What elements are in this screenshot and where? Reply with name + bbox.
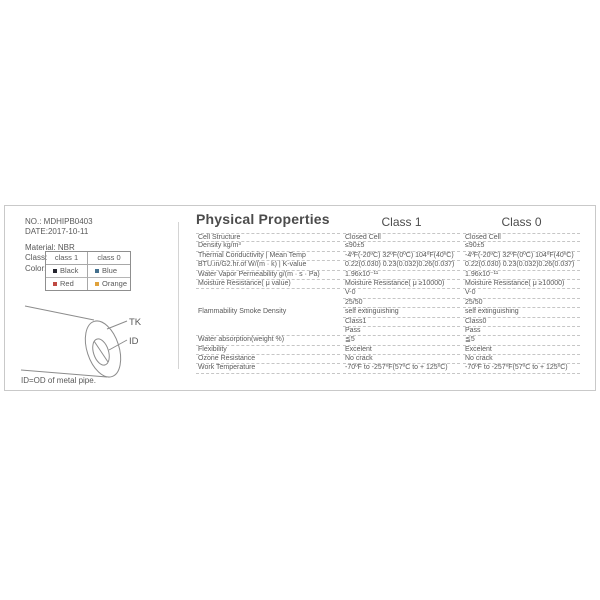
row-label: Flexibility (196, 346, 340, 355)
cell-class0: ≤90±5 (463, 242, 580, 251)
material-label: Material: NBR (25, 243, 75, 252)
cell-class0: ≦5 (463, 336, 580, 345)
cell-class1: self extinguishing (343, 308, 460, 317)
cell-class1: 0.22(0.030) 0.23(0.032)0.26(0.037) (343, 261, 460, 270)
cell-class0: 25/50 (463, 299, 580, 308)
color-dot-red (53, 282, 57, 286)
physical-properties-title: Physical Properties (196, 211, 330, 227)
color-dot-orange (95, 282, 99, 286)
physical-properties-grid (196, 233, 580, 374)
cell-class1: ≤90±5 (343, 242, 460, 251)
cell-class0: No crack (463, 355, 580, 364)
color-dot-black (53, 269, 57, 273)
pipe-outer-ellipse (79, 316, 127, 381)
cell-class0: 1.96x10⁻¹¹ (463, 271, 580, 280)
color-dot-blue (95, 269, 99, 273)
cell-class1: Closed Cell (343, 233, 460, 242)
class-color-table (45, 251, 131, 291)
cell-class1: -70ºF to -257ºF(57ºC to + 125ºC) (343, 364, 460, 373)
row-label: Thermal Conductivity | Mean Temp (196, 252, 340, 261)
doc-date: DATE:2017-10-11 (25, 227, 89, 236)
row-label: Water absorption(weight %) (196, 336, 340, 345)
cell-class0: V-0 (463, 289, 580, 298)
cell-class0: 0.22(0.030) 0.23(0.032)0.26(0.037) (463, 261, 580, 270)
cell-class1: 1.96x10⁻¹¹ (343, 271, 460, 280)
cell-class0: -70ºF to -257ºF(57ºC to + 125ºC) (463, 364, 580, 373)
cell-class0: Excelent (463, 346, 580, 355)
cell-class1: No crack (343, 355, 460, 364)
cell-class1: ≦5 (343, 336, 460, 345)
class0-column-header: class 0 (88, 252, 130, 265)
row-label: BTU.in/G2.hr.of W/(m · k) | K-value (196, 261, 340, 270)
column-header-class1: Class 1 (381, 215, 422, 229)
row-label: Cell Structure (196, 233, 340, 242)
cell-class1: Class1 (343, 318, 460, 327)
cell-class0: self extinguishing (463, 308, 580, 317)
tk-leader-line (107, 321, 127, 329)
id-leader-line (109, 340, 127, 350)
panel-divider (178, 222, 179, 369)
row-label: Water Vapor Permeability g/(m · s · Pa) (196, 271, 340, 280)
color-cell-black: Black (46, 265, 88, 278)
pipe-note: ID=OD of metal pipe. (21, 376, 96, 385)
class1-column-header: class 1 (46, 252, 88, 265)
tk-label: TK (129, 317, 142, 328)
id-label: ID (129, 336, 139, 347)
row-label: Work Temperature (196, 364, 340, 373)
color-cell-red: Red (46, 278, 88, 290)
pipe-body-top-line (25, 306, 94, 320)
pipe-diagram (15, 299, 155, 387)
row-label: Ozone Resistance (196, 355, 340, 364)
row-label: Moisture Resistance( μ value) (196, 280, 340, 289)
cell-class1: V-0 (343, 289, 460, 298)
row-label: Flammability Smoke Density (196, 289, 340, 336)
cell-class0: Pass (463, 327, 580, 336)
spec-sheet (4, 205, 596, 391)
cell-class0: -4ºF(-20ºC) 32ºF(0ºC) 104ºF(40ºC) (463, 252, 580, 261)
color-cell-orange: Orange (88, 278, 130, 290)
cell-class1: Pass (343, 327, 460, 336)
cell-class1: Moisture Resistance( μ ≥10000) (343, 280, 460, 289)
cell-class1: -4ºF(-20ºC) 32ºF(0ºC) 104ºF(40ºC) (343, 252, 460, 261)
doc-number: NO.: MDHIPB0403 (25, 217, 93, 226)
color-label: Color: (25, 264, 47, 273)
column-header-class0: Class 0 (501, 215, 542, 229)
cell-class1: 25/50 (343, 299, 460, 308)
cell-class1: Excelent (343, 346, 460, 355)
color-cell-blue: Blue (88, 265, 130, 278)
cell-class0: Class0 (463, 318, 580, 327)
cell-class0: Moisture Resistance( μ ≥10000) (463, 280, 580, 289)
class-label: Class: (25, 253, 48, 262)
row-label: Density kg/m³ (196, 242, 340, 251)
cell-class0: Closed Cell (463, 233, 580, 242)
